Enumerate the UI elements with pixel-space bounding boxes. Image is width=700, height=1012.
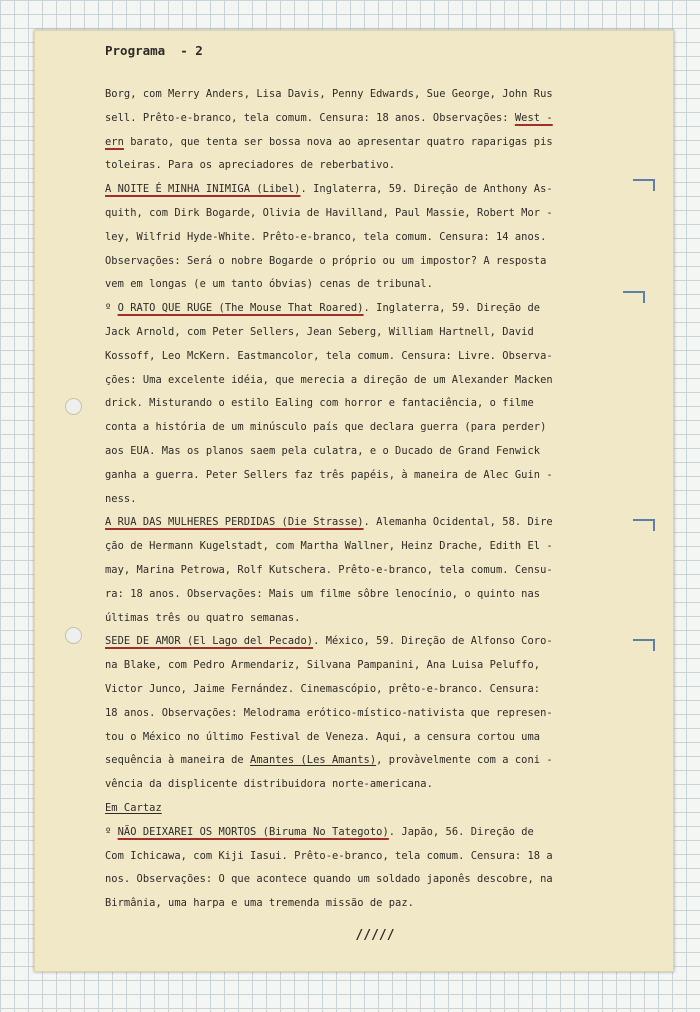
text-line <box>105 678 645 702</box>
text-line <box>105 773 645 797</box>
underlined-title: A NOITE É MINHA INIMIGA (Libel) <box>105 183 301 196</box>
text-line <box>105 821 645 845</box>
text-segment: drick. Misturando o estilo Ealing com horror e fantaciência, o filme <box>105 397 534 410</box>
text-line <box>105 749 645 773</box>
underlined-title: A RUA DAS MULHERES PERDIDAS (Die Strasse) <box>105 516 364 529</box>
text-segment: 18 anos. Observações: Melodrama erótico-místico-nativista que represen- <box>105 706 553 719</box>
punch-hole <box>65 627 82 644</box>
text-segment: Victor Junco, Jaime Fernández. Cinemascópio, prêto-e-branco. Censura: <box>105 682 541 695</box>
text-line <box>105 178 645 202</box>
text-segment: toleiras. Para os apreciadores de reberbativo. <box>105 159 396 172</box>
text-line <box>105 559 645 583</box>
text-line <box>105 511 645 535</box>
text-segment: quith, com Dirk Bogarde, Olivia de Havilland, Paul Massie, Robert Mor - <box>105 206 553 219</box>
underlined-title: Amantes (Les Amants) <box>250 754 377 767</box>
text-segment: Observações: Será o nobre Bogarde o próprio ou um impostor? A resposta <box>105 254 547 267</box>
text-segment: Com Ichicawa, com Kiji Iasui. Prêto-e-branco, tela comum. Censura: 18 a <box>105 849 553 862</box>
text-segment: tou o México no último Festival de Veneza. Aqui, a censura cortou uma <box>105 730 541 743</box>
text-segment: ganha a guerra. Peter Sellers faz três papéis, à maneira de Alec Guin - <box>105 468 553 481</box>
text-line <box>105 583 645 607</box>
underlined-title: SEDE DE AMOR (El Lago del Pecado) <box>105 635 314 648</box>
text-line <box>105 845 645 869</box>
text-line <box>105 154 645 178</box>
text-segment: na Blake, com Pedro Armendariz, Silvana Pampanini, Ana Luisa Peluffo, <box>105 659 541 672</box>
text-line <box>105 630 645 654</box>
text-line <box>105 488 645 512</box>
text-segment: conta a história de um minúsculo país que declara guerra (para perder) <box>105 421 547 434</box>
text-segment: ção de Hermann Kugelstadt, com Martha Wallner, Heinz Drache, Edith El - <box>105 540 553 553</box>
text-line <box>105 868 645 892</box>
text-segment: Kossoff, Leo McKern. Eastmancolor, tela comum. Censura: Livre. Observa- <box>105 349 553 362</box>
underlined-title: West - <box>514 111 553 124</box>
text-line <box>105 226 645 250</box>
text-line <box>105 416 645 440</box>
text-segment: vem em longas (e um tanto óbvias) cenas de tribunal. <box>105 278 433 291</box>
text-line <box>105 107 645 131</box>
text-line <box>105 892 645 916</box>
text-segment: ness. <box>105 492 137 505</box>
text-line <box>105 535 645 559</box>
text-segment: nos. Observações: O que acontece quando um soldado japonês descobre, na <box>105 873 553 886</box>
underlined-title: Em Cartaz <box>105 801 162 814</box>
review-text <box>105 83 645 956</box>
text-line <box>105 654 645 678</box>
text-line <box>105 392 645 416</box>
text-line <box>105 607 645 631</box>
text-segment: . Inglaterra, 59. Direção de Anthony As- <box>300 183 553 196</box>
text-line <box>105 297 645 321</box>
text-segment: Jack Arnold, com Peter Sellers, Jean Seberg, William Hartnell, David <box>105 325 534 338</box>
text-segment: aos EUA. Mas os planos saem pela culatra, e o Ducado de Grand Fenwick <box>105 444 541 457</box>
text-segment: , provàvelmente com a coni - <box>376 754 553 767</box>
text-segment: may, Marina Petrowa, Rolf Kutschera. Prêto-e-branco, tela comum. Censu- <box>105 563 553 576</box>
text-segment: sequência à maneira de <box>105 754 251 767</box>
text-segment: últimas três ou quatro semanas. <box>105 611 301 624</box>
underlined-title: O RATO QUE RUGE (The Mouse That Roared) <box>117 302 364 315</box>
text-segment: ley, Wilfrid Hyde-White. Prêto-e-branco, tela comum. Censura: 14 anos. <box>105 230 547 243</box>
document-page <box>34 30 674 972</box>
text-line <box>105 797 645 821</box>
page-header: Programa - 2 <box>105 43 203 58</box>
text-segment: barato, que tenta ser bossa nova ao apresentar quatro raparigas pis <box>123 135 553 148</box>
underlined-title: ern <box>105 135 124 148</box>
text-line <box>105 702 645 726</box>
text-segment: . Japão, 56. Direção de <box>388 825 534 838</box>
text-segment: º <box>105 825 118 838</box>
end-mark: ///// <box>355 927 395 943</box>
text-segment: ções: Uma excelente idéia, que merecia a direção de um Alexander Macken <box>105 373 553 386</box>
text-segment: vência da displicente distribuidora norte-americana. <box>105 778 433 791</box>
text-segment: sell. Prêto-e-branco, tela comum. Censura: 18 anos. Observações: <box>105 111 515 124</box>
text-line <box>105 131 645 155</box>
text-line <box>105 202 645 226</box>
text-line <box>105 321 645 345</box>
punch-hole <box>65 398 82 415</box>
text-segment: . Inglaterra, 59. Direção de <box>363 302 541 315</box>
text-line <box>105 345 645 369</box>
text-segment: Borg, com Merry Anders, Lisa Davis, Penny Edwards, Sue George, John Rus <box>105 88 553 100</box>
text-line <box>105 250 645 274</box>
text-segment: . Alemanha Ocidental, 58. Dire <box>363 516 553 529</box>
text-segment: Birmânia, uma harpa e uma tremenda missão de paz. <box>105 897 414 910</box>
text-segment: º <box>105 302 118 315</box>
text-segment: . México, 59. Direção de Alfonso Coro- <box>313 635 553 648</box>
text-line <box>105 273 645 297</box>
text-line <box>105 369 645 393</box>
underlined-title: NÃO DEIXAREI OS MORTOS (Biruma No Tategoto) <box>117 825 389 838</box>
text-line <box>105 726 645 750</box>
text-line <box>105 83 645 107</box>
text-line <box>105 464 645 488</box>
text-segment: ra: 18 anos. Observações: Mais um filme sôbre lenocínio, o quinto nas <box>105 587 541 600</box>
text-line <box>105 440 645 464</box>
